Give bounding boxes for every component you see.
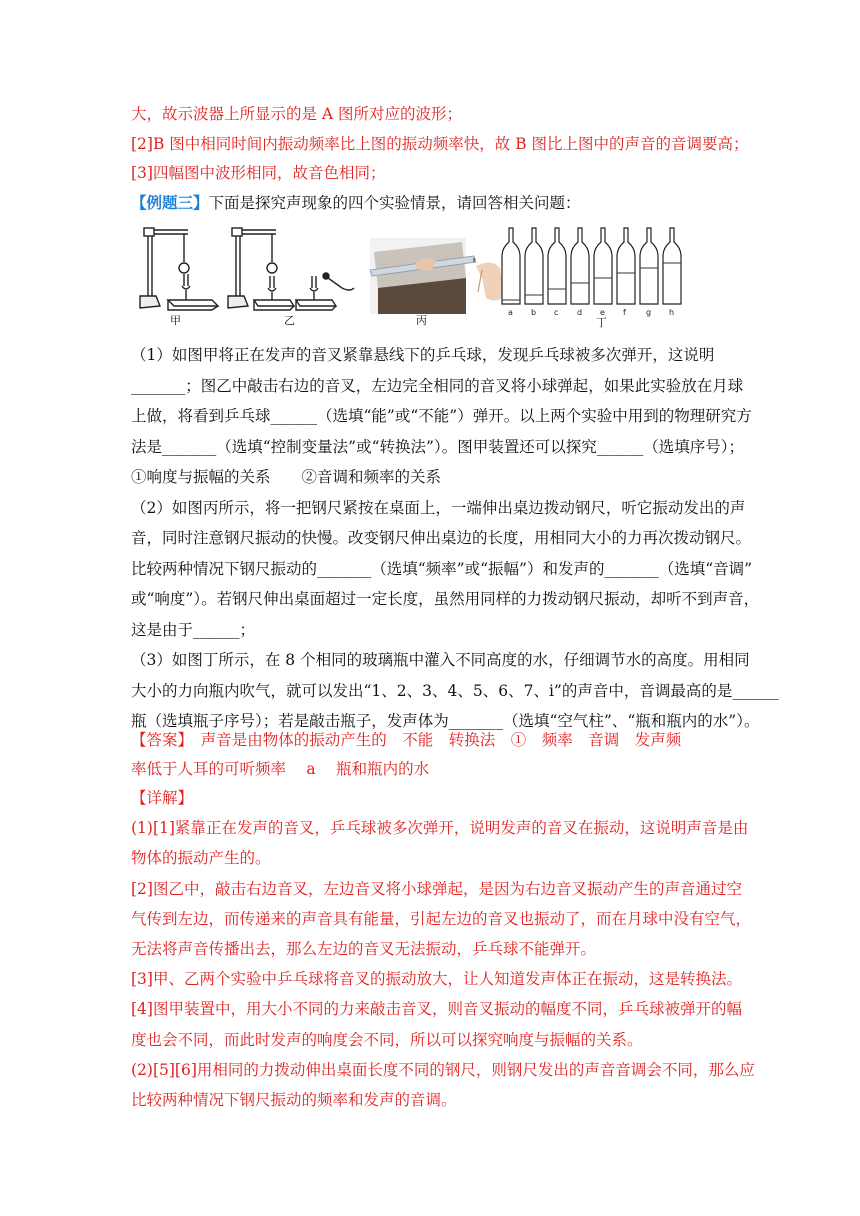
fig-ding-bottle-labels bbox=[508, 308, 674, 317]
fig-label-ding: 丁 bbox=[596, 316, 607, 328]
fig-yi-apparatus bbox=[228, 228, 354, 310]
bottle-h bbox=[663, 228, 681, 304]
detail-line-1: 【详解】 bbox=[131, 789, 194, 807]
bottle-label-a: a bbox=[508, 308, 513, 317]
bottle-label-d: d bbox=[577, 308, 583, 317]
detail-line-7: [3]甲、乙两个实验中乒乓球将音叉的振动放大，让人知道发声体正在振动，这是转换法。 bbox=[131, 970, 742, 989]
example-intro: 下面是探究声现象的四个实验情景，请回答相关问题： bbox=[208, 194, 581, 212]
detail-line-3: 物体的振动产生的。 bbox=[131, 849, 271, 868]
bottle-label-f: f bbox=[623, 308, 626, 317]
bottle-f bbox=[617, 228, 635, 304]
bottle-a bbox=[502, 228, 520, 304]
solution-line-2: [2]B 图中相同时间内振动频率比上图的振动频率快，故 B 图比上图中的声音的音调要高； bbox=[131, 135, 749, 153]
detail-line-5: 气传到左边，而传递来的声音具有能量，引起左边的音叉也振动了，而在月球中没有空气， bbox=[131, 909, 752, 928]
bottle-label-b: b bbox=[531, 308, 537, 317]
bottle-e bbox=[594, 228, 612, 304]
fig-label-jia: 甲 bbox=[170, 314, 181, 327]
answer-line-1: 【答案】 声音是由物体的振动产生的 不能 转换法 ① 频率 音调 发声频 bbox=[131, 731, 682, 749]
bottle-c bbox=[548, 228, 566, 304]
detail-line-6: 无法将声音传播出去，那么左边的音叉无法振动，乒乓球不能弹开。 bbox=[131, 940, 597, 958]
detail-line-10: (2)[5][6]用相同的力拨动伸出桌面长度不同的钢尺，则钢尺发出的声音音调会不同，那么应 bbox=[131, 1060, 755, 1079]
question-line-1: （1）如图甲将正在发声的音叉紧靠悬线下的乒乓球，发现乒乓球被多次弹开，这说明 bbox=[131, 346, 715, 364]
example-tag: 【例题三】 bbox=[131, 193, 209, 212]
bottle-label-g: g bbox=[646, 308, 652, 317]
detail-line-8: [4]图甲装置中，用大小不同的力来敲击音叉，则音叉振动的幅度不同，乒乓球被弹开的幅 bbox=[131, 1000, 742, 1019]
bottle-label-c: c bbox=[554, 308, 559, 317]
question-line-8: 比较两种情况下钢尺振动的_______（选填“频率”或“振幅”）和发声的_______（选填“音调” bbox=[131, 559, 753, 578]
bottle-d bbox=[571, 228, 589, 304]
solution-line-1: 大，故示波器上所显示的是 A 图所对应的波形； bbox=[131, 105, 463, 123]
question-line-6: （2）如图丙所示，将一把钢尺紧按在桌面上，一端伸出桌边拨动钢尺，听它振动发出的声 bbox=[131, 498, 746, 517]
experiment-figure bbox=[126, 218, 686, 328]
question-line-10: 这是由于______； bbox=[131, 620, 256, 639]
question-line-2: _______；图乙中敲击右边的音叉，左边完全相同的音叉将小球弹起，如果此实验放在月球 bbox=[131, 376, 744, 395]
detail-line-4: [2]图乙中，敲击右边音叉，左边音叉将小球弹起，是因为右边音叉振动产生的声音通过空 bbox=[131, 879, 742, 898]
bottle-label-h: h bbox=[669, 308, 675, 317]
fig-jia-apparatus bbox=[140, 228, 218, 310]
question-line-7: 音，同时注意钢尺振动的快慢。改变钢尺伸出桌边的长度，用相同大小的力再次拨动钢尺。 bbox=[131, 529, 752, 547]
detail-line-2: (1)[1]紧靠正在发声的音叉，乒乓球被多次弹开，说明发声的音叉在振动，这说明声音是由 bbox=[131, 819, 749, 838]
example-header bbox=[131, 193, 581, 213]
detail-line-11: 比较两种情况下钢尺振动的频率和发声的音调。 bbox=[131, 1091, 457, 1109]
fig-label-bing: 丙 bbox=[416, 314, 427, 327]
solution-line-3: [3]四幅图中波形相同，故音色相同； bbox=[131, 164, 386, 182]
answer-line-2: 率低于人耳的可听频率 a 瓶和瓶内的水 bbox=[131, 760, 430, 778]
question-line-3: 上做，将看到乒乓球______（选填“能”或“不能”）弹开。以上两个实验中用到的物理研究方 bbox=[131, 407, 752, 425]
question-line-5: ①响度与振幅的关系 ②音调和频率的关系 bbox=[131, 468, 442, 486]
bottle-b bbox=[525, 228, 543, 304]
fig-label-yi: 乙 bbox=[284, 314, 295, 327]
question-line-11: （3）如图丁所示，在 8 个相同的玻璃瓶中灌入不同高度的水，仔细调节水的高度。用相同 bbox=[131, 651, 750, 669]
fig-bing-hand bbox=[476, 262, 504, 300]
fig-bing-apparatus bbox=[370, 238, 476, 314]
bottle-g bbox=[640, 228, 658, 304]
question-line-12: 大小的力向瓶内吹气，就可以发出“1、2、3、4、5、6、7、i”的声音中，音调最高的是______ bbox=[131, 681, 779, 700]
bottle-label-e: e bbox=[600, 308, 605, 317]
question-line-13: 瓶（选填瓶子序号）；若是敲击瓶子，发声体为_______（选填“空气柱”、“瓶和瓶内的水”）。 bbox=[131, 712, 760, 730]
detail-line-9: 度也会不同，而此时发声的响度会不同，所以可以探究响度与振幅的关系。 bbox=[131, 1030, 643, 1049]
question-line-4: 法是_______（选填“控制变量法”或“转换法”）。图甲装置还可以探究______（选填序号）； bbox=[131, 437, 744, 456]
fig-ding-bottles bbox=[502, 228, 681, 304]
question-line-9: 或“响度”）。若钢尺伸出桌面超过一定长度，虽然用同样的力拨动钢尺振动，却听不到声音， bbox=[131, 590, 760, 608]
